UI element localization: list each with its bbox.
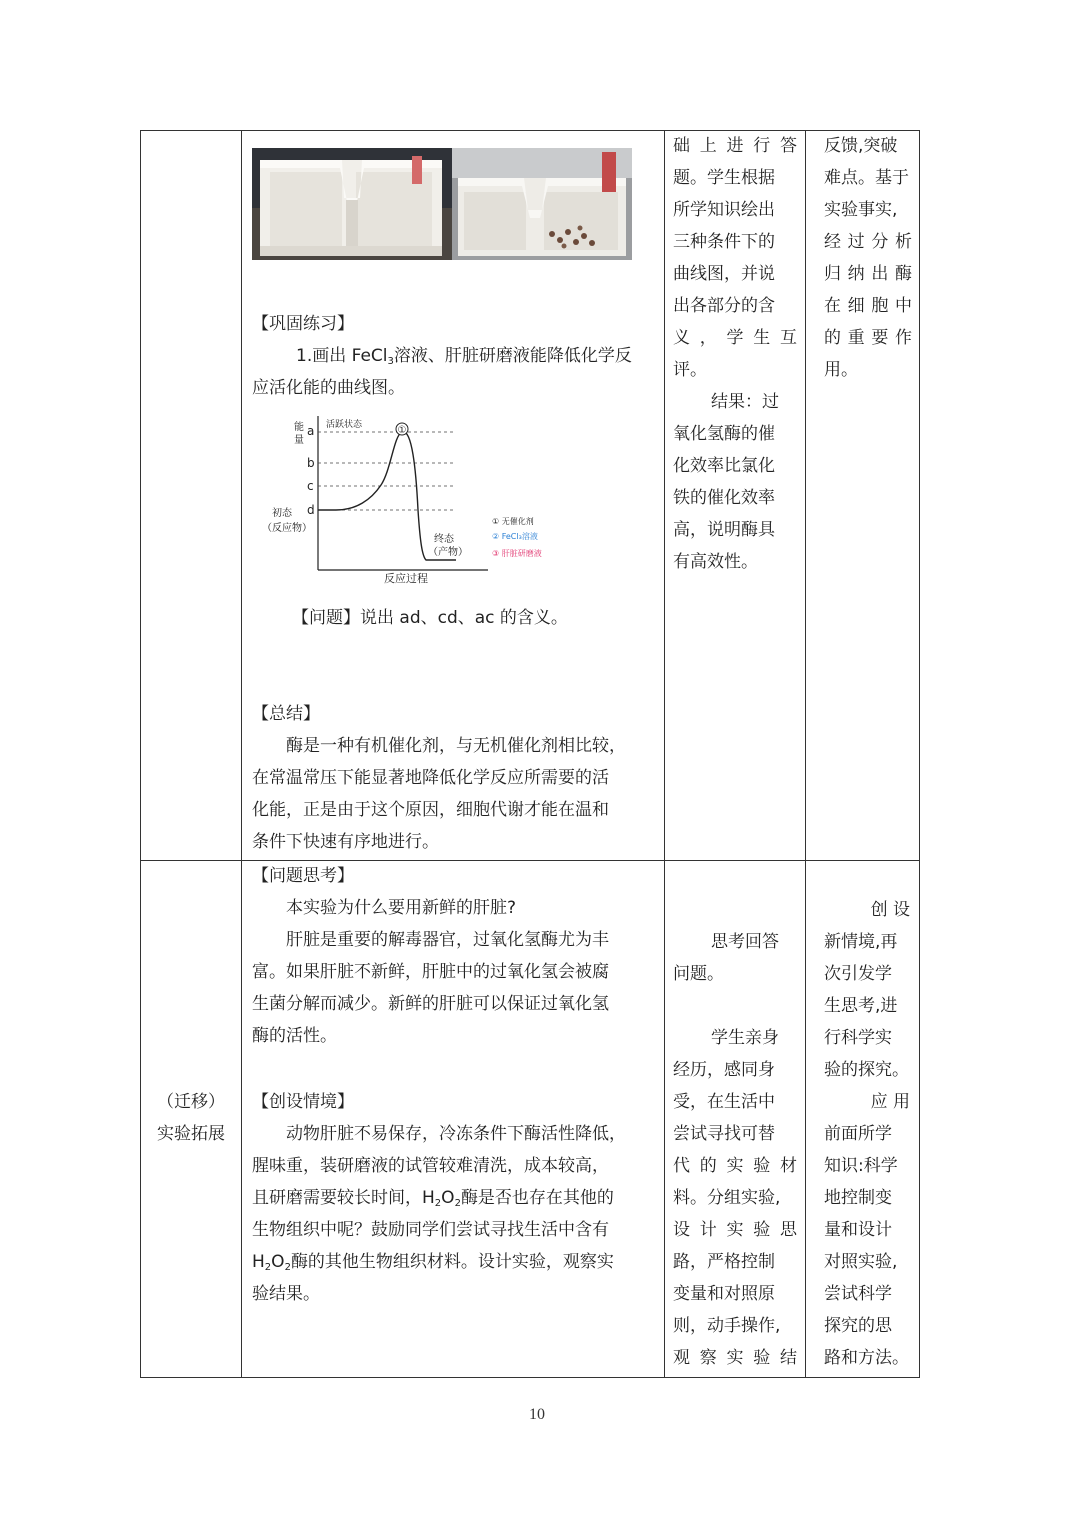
final-state-label-1: 终态 xyxy=(434,534,454,545)
intent-line: 前面所学 xyxy=(824,1124,892,1144)
situation-line: 动物肝脏不易保存，冷冻条件下酶活性降低， xyxy=(286,1124,626,1144)
situation-line xyxy=(252,1246,656,1278)
summary-heading: 【总结】 xyxy=(252,704,320,724)
problem-heading: 【问题思考】 xyxy=(252,866,354,886)
level-label-c: c xyxy=(307,479,314,493)
student-activity-upper xyxy=(673,130,797,578)
exercise-line-2: 应活化能的曲线图。 xyxy=(252,378,405,398)
experiment-photo-right xyxy=(452,148,632,260)
subscript: 2 xyxy=(264,1262,272,1273)
exercise-suffix: 溶液、肝脏研磨液能降低化学反 xyxy=(393,346,632,366)
situation-text: O xyxy=(441,1188,455,1208)
activity-line: 思考回答 xyxy=(711,932,779,952)
intent-line: 次引发学 xyxy=(824,964,892,984)
activity-line: 变量和对照原 xyxy=(673,1284,775,1304)
situation-text: 且研磨需要较长时间，H xyxy=(252,1188,435,1208)
peak-marker: ① xyxy=(397,425,407,436)
subscript: 2 xyxy=(434,1198,442,1209)
level-label-b: b xyxy=(307,456,315,470)
design-intent-upper xyxy=(824,130,912,386)
y-axis-label-1: 能 xyxy=(294,422,304,433)
activity-line: 设 计 实 验 思 xyxy=(673,1220,797,1240)
column-divider xyxy=(241,131,242,1377)
intent-line: 知识:科学 xyxy=(824,1156,898,1176)
situation-line xyxy=(252,1182,656,1214)
page-number: 10 xyxy=(529,1406,545,1423)
intent-line: 对照实验, xyxy=(824,1252,898,1272)
question-text: 说出 ad、cd、ac 的含义。 xyxy=(360,608,568,628)
summary-line: 在常温常压下能显著地降低化学反应所需要的活 xyxy=(252,768,609,788)
intent-line: 新情境,再 xyxy=(824,932,898,952)
intent-line: 量和设计 xyxy=(824,1220,892,1240)
activity-line: 曲线图，并说 xyxy=(673,264,775,284)
activity-line: 学生亲身 xyxy=(711,1028,779,1048)
situation-line: 生物组织中呢？鼓励同学们尝试寻找生活中含有 xyxy=(252,1220,609,1240)
situation-text: 酶的其他生物组织材料。设计实验，观察实 xyxy=(290,1252,614,1272)
activity-line: 所学知识绘出 xyxy=(673,200,775,220)
situation-text: O xyxy=(271,1252,285,1272)
initial-state-label-1: 初态 xyxy=(272,508,292,519)
fecl3-subscript: 3 xyxy=(387,356,394,367)
activity-line: 铁的催化效率 xyxy=(673,488,775,508)
question-line xyxy=(252,602,656,634)
top-state-label: 活跃状态 xyxy=(326,420,363,430)
activity-line: 结果：过 xyxy=(711,392,779,412)
problem-question: 本实验为什么要用新鲜的肝脏? xyxy=(286,898,517,918)
question-bracket: 【问题】 xyxy=(292,608,360,628)
intent-line: 难点。基于 xyxy=(824,168,909,188)
activity-line: 义 ， 学 生 互 xyxy=(673,328,797,348)
level-label-d: d xyxy=(307,503,315,517)
intent-line: 反馈,突破 xyxy=(824,136,898,156)
intent-line: 用。 xyxy=(824,360,858,380)
activity-line: 料。分组实验, xyxy=(673,1188,781,1208)
activity-line: 观 察 实 验 结 xyxy=(673,1348,797,1368)
initial-state-label-2: （反应物） xyxy=(262,523,312,534)
legend-item-1: ① 无催化剂 xyxy=(492,517,534,526)
intent-line: 经 过 分 析 xyxy=(824,232,912,252)
intent-line: 实验事实, xyxy=(824,200,898,220)
intent-line: 路和方法。 xyxy=(824,1348,909,1368)
intent-line: 在 细 胞 中 xyxy=(824,296,912,316)
situation-section xyxy=(252,1086,656,1310)
stage-line-2: 实验拓展 xyxy=(157,1124,225,1144)
legend-item-2: ② FeCl₃溶液 xyxy=(492,532,538,541)
problem-answer-line: 酶的活性。 xyxy=(252,1026,337,1046)
final-state-label-2: （产物） xyxy=(428,547,468,558)
stage-label xyxy=(142,1086,240,1150)
experiment-photo-left xyxy=(252,148,452,260)
activity-line: 经历，感同身 xyxy=(673,1060,775,1080)
activity-line: 尝试寻找可替 xyxy=(673,1124,775,1144)
summary-line: 化能，正是由于这个原因，细胞代谢才能在温和 xyxy=(252,800,609,820)
level-label-a: a xyxy=(307,424,315,438)
situation-heading: 【创设情境】 xyxy=(252,1092,354,1112)
situation-text: 酶是否也存在其他的 xyxy=(460,1188,614,1208)
question-section xyxy=(252,602,656,634)
situation-line: 腥味重，装研磨液的试管较难清洗，成本较高， xyxy=(252,1156,609,1176)
intent-line: 创 设 xyxy=(870,900,910,920)
intent-line: 应 用 xyxy=(870,1092,910,1112)
intent-line: 行科学实 xyxy=(824,1028,892,1048)
activity-line: 评。 xyxy=(673,360,707,380)
exercise-prefix: 1.画出 FeCl xyxy=(296,346,388,366)
situation-line: 验结果。 xyxy=(252,1284,320,1304)
summary-section xyxy=(252,698,656,858)
stage-line-1: （迁移） xyxy=(157,1092,225,1112)
situation-text: H xyxy=(252,1252,265,1272)
y-axis-label-2: 量 xyxy=(294,435,304,446)
consolidation-heading: 【巩固练习】 xyxy=(252,314,354,334)
activity-line: 题。学生根据 xyxy=(673,168,775,188)
problem-answer-line: 富。如果肝脏不新鲜，肝脏中的过氧化氢会被腐 xyxy=(252,962,609,982)
legend-item-3: ③ 肝脏研磨液 xyxy=(492,549,542,558)
activity-line xyxy=(673,990,797,1022)
activation-energy-chart xyxy=(256,410,556,590)
design-intent-lower xyxy=(824,894,912,1374)
column-divider xyxy=(805,131,806,1377)
problem-answer-line: 生菌分解而减少。新鲜的肝脏可以保证过氧化氢 xyxy=(252,994,609,1014)
activity-line: 路，严格控制 xyxy=(673,1252,775,1272)
student-activity-lower xyxy=(673,926,797,1374)
chart-legend xyxy=(492,516,542,558)
activity-line: 则，动手操作, xyxy=(673,1316,781,1336)
intent-line: 验的探究。 xyxy=(824,1060,909,1080)
x-axis-label: 反应过程 xyxy=(384,572,428,585)
consolidation-section xyxy=(252,308,656,404)
problem-section xyxy=(252,860,656,1052)
activity-line: 化效率比氯化 xyxy=(673,456,775,476)
activity-line: 代 的 实 验 材 xyxy=(673,1156,797,1176)
exercise-line-1 xyxy=(252,340,656,372)
activity-line: 氧化氢酶的催 xyxy=(673,424,775,444)
intent-line: 尝试科学 xyxy=(824,1284,892,1304)
activity-line: 础 上 进 行 答 xyxy=(673,136,797,156)
summary-line: 酶是一种有机催化剂，与无机催化剂相比较， xyxy=(286,736,626,756)
activity-line: 有高效性。 xyxy=(673,552,758,572)
subscript: 2 xyxy=(454,1198,461,1209)
intent-line: 归 纳 出 酶 xyxy=(824,264,912,284)
activity-line: 高，说明酶具 xyxy=(673,520,775,540)
activity-line: 问题。 xyxy=(673,964,724,984)
intent-line: 的 重 要 作 xyxy=(824,328,912,348)
activity-line: 三种条件下的 xyxy=(673,232,775,252)
intent-line: 生思考,进 xyxy=(824,996,898,1016)
intent-line: 探究的思 xyxy=(824,1316,892,1336)
activity-line: 出各部分的含 xyxy=(673,296,775,316)
problem-answer-line: 肝脏是重要的解毒器官，过氧化氢酶尤为丰 xyxy=(286,930,609,950)
summary-line: 条件下快速有序地进行。 xyxy=(252,832,439,852)
subscript: 2 xyxy=(284,1262,291,1273)
activity-line: 受，在生活中 xyxy=(673,1092,775,1112)
intent-line: 地控制变 xyxy=(824,1188,892,1208)
column-divider xyxy=(664,131,665,1377)
